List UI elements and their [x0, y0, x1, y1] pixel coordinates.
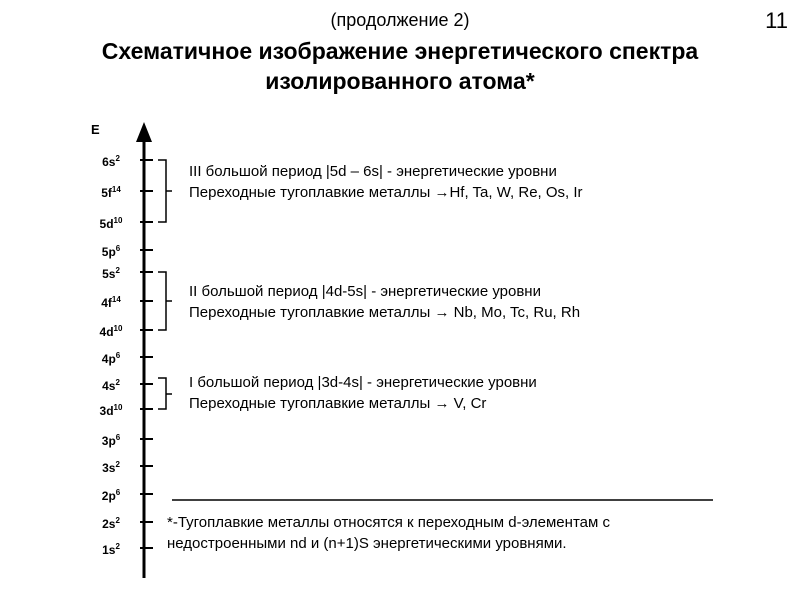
group-1-brace	[158, 378, 172, 409]
page-number: 11	[765, 8, 788, 33]
level-label-orbital: 4p	[101, 352, 116, 366]
level-label-electrons: 10	[113, 216, 123, 225]
level-label-electrons: 10	[113, 403, 123, 412]
level-label	[91, 182, 131, 201]
group-2-brace	[158, 272, 172, 330]
level-label	[91, 485, 131, 504]
footnote-line-2: недостроенными nd и (n+1)S энергетическими уровнями.	[167, 535, 567, 552]
level-label-electrons: 6	[115, 351, 121, 360]
level-label-electrons: 6	[115, 488, 121, 497]
level-label	[91, 430, 131, 449]
level-label-electrons: 6	[115, 433, 121, 442]
title-line-1: Схематичное изображение энергетического спектра	[101, 38, 699, 64]
footnote-line-1: *-Тугоплавкие металлы относятся к переходным d-элементам с	[167, 514, 610, 531]
level-label-electrons: 14	[111, 185, 121, 194]
level-label	[91, 348, 131, 367]
level-ticks	[140, 160, 153, 548]
level-label-orbital: 3d	[99, 404, 114, 418]
group-3-metals: Переходные тугоплавкие металлы →Hf, Ta, W, Re, Os, Ir	[189, 184, 583, 201]
level-label	[91, 457, 131, 476]
level-label-electrons: 2	[115, 154, 120, 163]
level-label	[91, 292, 131, 311]
title-line-2: изолированного атома*	[265, 68, 535, 94]
group-2-title: II большой период |4d-5s| - энергетические уровни	[189, 283, 541, 300]
level-label	[91, 321, 131, 340]
level-label-orbital: 4d	[99, 325, 114, 339]
level-label	[91, 213, 131, 232]
level-label-electrons: 14	[111, 295, 121, 304]
level-label-electrons: 2	[115, 542, 120, 551]
level-label	[91, 241, 131, 260]
level-label-orbital: 2p	[101, 489, 116, 503]
level-label-orbital: 5s	[102, 267, 116, 281]
level-label-orbital: 4s	[102, 379, 116, 393]
level-label-electrons: 2	[115, 516, 120, 525]
level-label	[91, 375, 131, 394]
group-3-text	[189, 161, 583, 203]
group-1-text	[189, 372, 537, 414]
group-2-text	[189, 281, 580, 323]
level-label-orbital: 3s	[102, 461, 116, 475]
level-label-orbital: 3p	[101, 434, 116, 448]
level-label-electrons: 2	[115, 266, 120, 275]
level-label-electrons: 6	[115, 244, 121, 253]
level-label	[91, 539, 131, 558]
energy-axis-arrow	[136, 122, 152, 142]
level-label	[91, 400, 131, 419]
slide-subtitle: (продолжение 2)	[330, 10, 470, 30]
group-1-metals: Переходные тугоплавкие металлы → V, Cr	[189, 395, 487, 412]
level-label-orbital: 4f	[101, 296, 112, 310]
level-label-electrons: 2	[115, 460, 120, 469]
level-label-orbital: 1s	[102, 543, 116, 557]
group-1-title: I большой период |3d-4s| - энергетические уровни	[189, 374, 537, 391]
energy-axis-title: E	[91, 122, 100, 137]
level-label-orbital: 6s	[102, 155, 116, 169]
level-label-orbital: 5p	[101, 245, 116, 259]
level-label-orbital: 5f	[101, 186, 112, 200]
level-label	[91, 263, 131, 282]
level-label-electrons: 2	[115, 378, 120, 387]
group-2-metals: Переходные тугоплавкие металлы → Nb, Mo, Tc, Ru, Rh	[189, 304, 581, 321]
level-label-orbital: 5d	[99, 217, 114, 231]
group-3-title: III большой период |5d – 6s| - энергетические уровни	[189, 163, 557, 180]
level-label-electrons: 10	[113, 324, 123, 333]
level-label-orbital: 2s	[102, 517, 116, 531]
level-label	[91, 513, 131, 532]
level-label	[91, 151, 131, 170]
footnote	[167, 512, 777, 554]
group-3-brace	[158, 160, 172, 222]
